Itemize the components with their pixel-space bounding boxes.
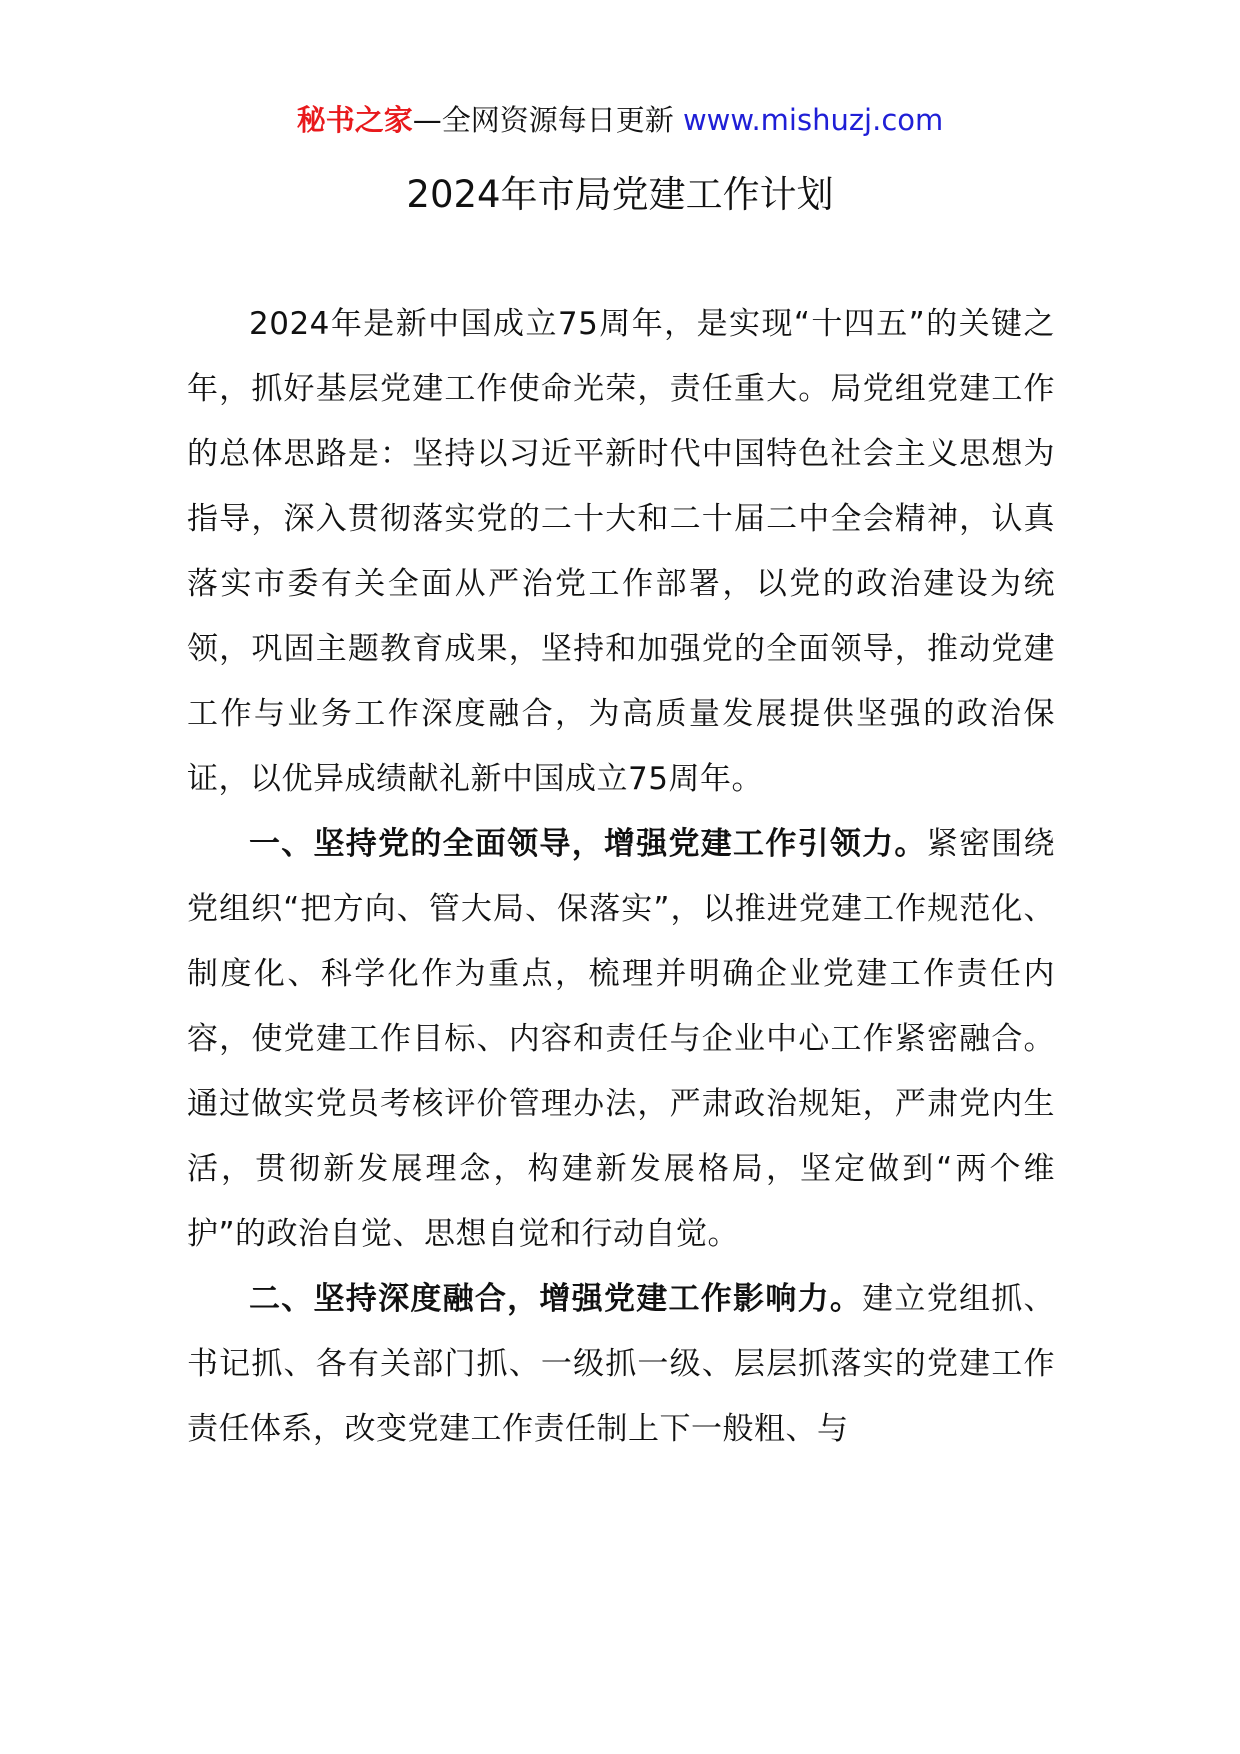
- document-title: 2024年市局党建工作计划: [406, 173, 834, 216]
- document-body: [187, 292, 1055, 1462]
- site-tagline: —全网资源每日更新: [412, 103, 674, 137]
- site-header: [0, 100, 1240, 140]
- site-brand-name: 秘书之家: [296, 103, 413, 137]
- paragraph-text: 建立党组抓、书记抓、各有关部门抓、一级抓一级、层层抓落实的党建工作责任体系，改变党建工作责任制上下一般粗、与: [187, 1281, 1056, 1447]
- site-url-link[interactable]: www.mishuzj.com: [682, 103, 944, 137]
- paragraph-text: 2024年是新中国成立75周年，是实现“十四五”的关键之年，抓好基层党建工作使命光荣，责任重大。局党组党建工作的总体思路是：坚持以习近平新时代中国特色社会主义思想为指导，深入贯彻落实党的二十大和二十届二中全会精神，认真落实市委有关全面从严治党工作部署，以党的政治建设为统领，巩固主题教育成果，坚持和加强党的全面领导，推动党建工作与业务工作深度融合，为高质量发展提供坚强的政治保证，以优异成绩献礼新中国成立75周年。: [187, 306, 1055, 797]
- section-heading: 二、坚持深度融合，增强党建工作影响力。: [249, 1281, 863, 1317]
- paragraph-section-2: [187, 1267, 1055, 1462]
- section-heading: 一、坚持党的全面领导，增强党建工作引领力。: [249, 826, 927, 862]
- paragraph-text: 紧密围绕党组织“把方向、管大局、保落实”，以推进党建工作规范化、制度化、科学化作为重点，梳理并明确企业党建工作责任内容，使党建工作目标、内容和责任与企业中心工作紧密融合。通过做实党员考核评价管理办法，严肃政治规矩，严肃党内生活，贯彻新发展理念，构建新发展格局，坚定做到“两个维护”的政治自觉、思想自觉和行动自觉。: [187, 826, 1055, 1252]
- paragraph-intro: [187, 292, 1055, 812]
- paragraph-section-1: [187, 812, 1055, 1267]
